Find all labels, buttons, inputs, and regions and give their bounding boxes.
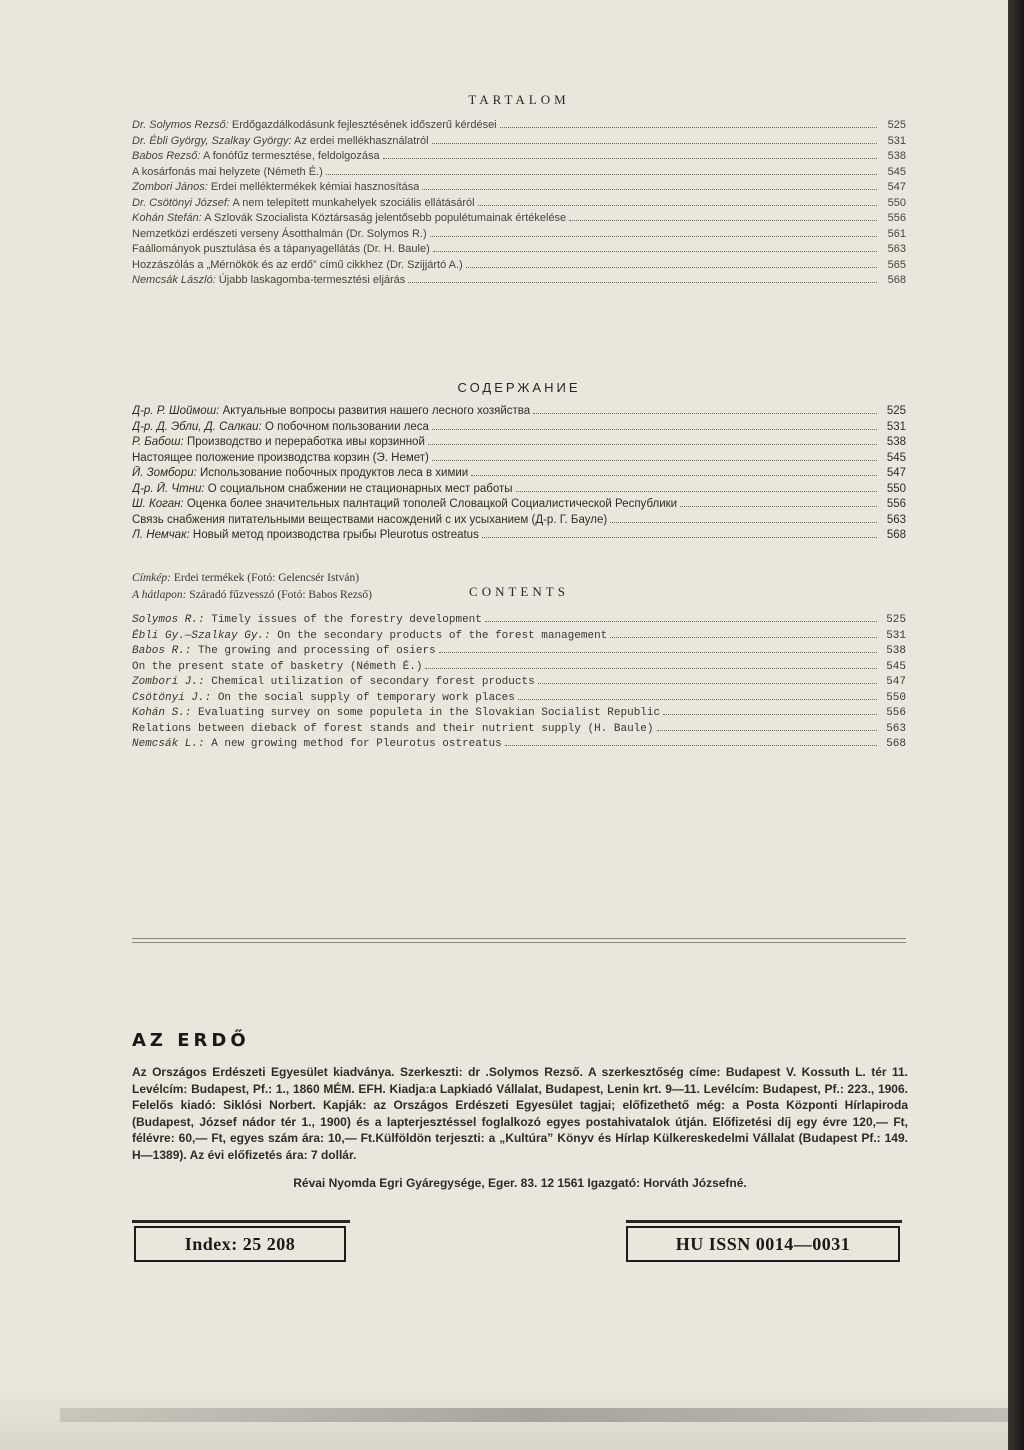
toc-author: Dr. Solymos Rezső: bbox=[132, 119, 229, 131]
toc-page-number: 538 bbox=[886, 645, 906, 657]
toc-title: On the social supply of temporary work places bbox=[217, 691, 515, 704]
toc-entry bbox=[132, 451, 906, 467]
toc-page-number: 556 bbox=[887, 212, 906, 224]
toc-entry-text bbox=[132, 660, 422, 676]
toc-entry-text bbox=[132, 482, 513, 498]
cover-back-text: Száradó fűzvesszó (Fotó: Babos Rezső) bbox=[189, 589, 372, 601]
toc-leader-dots bbox=[466, 258, 877, 268]
toc-entry-text bbox=[132, 644, 436, 660]
toc-entry bbox=[132, 466, 906, 482]
toc-title: Настоящее положение производства корзин (Э. Немет) bbox=[132, 451, 429, 464]
toc-author: Kohán Stefán: bbox=[132, 212, 202, 224]
toc-title: Újabb laskagomba-termesztési eljárás bbox=[218, 274, 406, 286]
toc-page-number: 545 bbox=[886, 660, 906, 673]
toc-leader-dots bbox=[657, 721, 878, 731]
toc-page-number: 563 bbox=[886, 513, 906, 526]
toc-entry-text bbox=[132, 451, 429, 467]
toc-title: On the secondary products of the forest management bbox=[277, 629, 608, 642]
toc-entry-text bbox=[132, 706, 660, 722]
toc-leader-dots bbox=[430, 227, 877, 237]
toc-title: Timely issues of the forestry development bbox=[211, 614, 482, 626]
toc-entry-text bbox=[132, 497, 677, 513]
toc-leader-dots bbox=[505, 736, 877, 746]
toc-entry bbox=[132, 528, 906, 544]
toc-page-number: 538 bbox=[886, 436, 906, 448]
toc-page-number: 547 bbox=[887, 181, 906, 193]
toc-entry-text bbox=[132, 737, 502, 753]
toc-entry-text bbox=[132, 118, 497, 134]
toc-page-number: 545 bbox=[886, 451, 906, 464]
toc-leader-dots bbox=[500, 118, 877, 128]
toc-page-number: 561 bbox=[887, 227, 906, 240]
toc-entry-text bbox=[132, 691, 515, 707]
toc-entry-text bbox=[132, 435, 425, 451]
toc-entry-text bbox=[132, 466, 468, 482]
toc-entry bbox=[132, 721, 906, 737]
toc-entry bbox=[132, 643, 906, 659]
toc-title: Relations between dieback of forest stands and their nutrient supply (H. Baule) bbox=[132, 722, 654, 735]
toc-title: A Szlovák Szocialista Köztársaság jelentősebb populétumainak értékelése bbox=[204, 212, 567, 224]
toc-entry-text bbox=[132, 420, 429, 436]
toc-author: Д-р. Р. Шоймош: bbox=[132, 405, 220, 417]
toc-entry bbox=[132, 659, 906, 675]
toc-author: Д-р. Д. Эбли, Д. Салкаи: bbox=[132, 420, 262, 433]
toc-leader-dots bbox=[439, 643, 877, 653]
toc-author: Ш. Коган: bbox=[132, 498, 184, 510]
toc-title: Chemical utilization of secondary forest products bbox=[211, 676, 535, 688]
toc-list-ru bbox=[132, 404, 906, 544]
toc-page-number: 538 bbox=[887, 150, 906, 162]
index-box: Index: 25 208 bbox=[134, 1226, 346, 1262]
toc-title: Производство и переработка ивы корзинной bbox=[186, 436, 425, 448]
toc-author: Zombori J.: bbox=[132, 676, 205, 688]
toc-title: О побочном пользовании леса bbox=[264, 420, 429, 433]
toc-leader-dots bbox=[610, 628, 877, 638]
toc-entry bbox=[132, 404, 906, 420]
toc-page-number: 568 bbox=[886, 529, 906, 541]
toc-leader-dots bbox=[428, 435, 877, 445]
toc-page-number: 547 bbox=[886, 676, 906, 688]
imprint-text: Az Országos Erdészeti Egyesület kiadványa. Szerkeszti: dr .Solymos Rezső. A szerkesztőség címe: Budapest V. Kossuth L. tér 11. Levélcím: Budapest, Pf.: 1., 1860 MÉM. EFH. Kiadja:a Lapkiadó Vállalat, Budapest, Lenin krt. 9—11. Levélcím: Budapest, Pf.: 223., 1906. Felelős kiadó: Siklósi Norbert. Kapják: az Országos Erdészeti Egyesület tagjai; előfizethető még: a Posta Központi Hírlapiroda (Budapest, József nádor tér 1., 1900) és a lapterjesztéssel foglalkozó egyes postahivatalok útján. Előfizetési díj egy évre 120,— Ft, félévre: 60,— Ft, egyes szám ára: 10,— Ft.Külföldön terjeszti: a „Kultúra” Könyv és Hírlap Külkereskedelmi Vállalat (Budapest Pf.: 149. H—1389). Az évi előfizetés ára: 7 dollár. bbox=[132, 1065, 908, 1162]
toc-entry bbox=[132, 628, 906, 644]
toc-leader-dots bbox=[422, 180, 877, 190]
toc-title: A kosárfonás mai helyzete (Németh É.) bbox=[132, 165, 323, 178]
toc-entry bbox=[132, 612, 906, 628]
toc-entry bbox=[132, 211, 906, 227]
cover-back-label: A hátlapon: bbox=[132, 589, 187, 601]
toc-title: A new growing method for Pleurotus ostreatus bbox=[211, 738, 502, 750]
toc-title-en: CONTENTS bbox=[469, 584, 569, 599]
toc-author: Dr. Ébli György, Szalkay György: bbox=[132, 134, 292, 147]
toc-entry-text bbox=[132, 513, 607, 529]
toc-leader-dots bbox=[471, 466, 877, 476]
toc-leader-dots bbox=[432, 451, 877, 461]
toc-entry-text bbox=[132, 273, 405, 289]
toc-leader-dots bbox=[482, 528, 877, 538]
scan-band bbox=[60, 1408, 1008, 1422]
toc-entry bbox=[132, 180, 906, 196]
toc-title: Nemzetközi erdészeti verseny Ásotthalmán (Dr. Solymos R.) bbox=[132, 227, 427, 240]
toc-author: Babos Rezső: bbox=[132, 150, 201, 162]
toc-leader-dots bbox=[663, 705, 877, 715]
toc-author: Dr. Csötönyi József: bbox=[132, 196, 231, 209]
toc-title: Az erdei mellékhasználatról bbox=[294, 134, 429, 147]
toc-entry-text bbox=[132, 404, 530, 420]
toc-title: A fonófűz termesztése, feldolgozása bbox=[202, 150, 380, 162]
toc-title: Новый метод производства грыбы Pleurotus ostreatus bbox=[192, 529, 479, 541]
toc-entry-text bbox=[132, 227, 427, 243]
toc-title: Оценка более значительных палнтаций тополей Словацкой Социалистической Республики bbox=[186, 498, 678, 510]
toc-leader-dots bbox=[538, 674, 877, 684]
toc-entry bbox=[132, 513, 906, 529]
toc-entry bbox=[132, 118, 906, 134]
toc-leader-dots bbox=[533, 404, 877, 414]
toc-entry-text bbox=[132, 258, 463, 274]
toc-title: Актуальные вопросы развития нашего лесного хозяйства bbox=[222, 405, 531, 417]
toc-entry bbox=[132, 705, 906, 721]
toc-title: Faállományok pusztulása és a tápanyagellátás (Dr. H. Baule) bbox=[132, 243, 430, 255]
toc-title-hu: TARTALOM bbox=[468, 92, 570, 107]
toc-entry bbox=[132, 435, 906, 451]
toc-title: Evaluating survey on some populeta in the Slovakian Socialist Republic bbox=[198, 707, 661, 719]
toc-page-number: 531 bbox=[887, 134, 906, 147]
toc-title: О социальном снабжении не стационарных мест работы bbox=[207, 482, 513, 495]
masthead-title: AZ ERDŐ bbox=[132, 1030, 250, 1051]
toc-author: Zombori János: bbox=[132, 181, 208, 193]
toc-leader-dots bbox=[478, 196, 877, 206]
cover-front-label: Címkép: bbox=[132, 572, 171, 584]
toc-entry-text bbox=[132, 528, 479, 544]
toc-leader-dots bbox=[516, 482, 878, 492]
toc-leader-dots bbox=[432, 134, 877, 144]
toc-entry bbox=[132, 736, 906, 752]
toc-leader-dots bbox=[408, 273, 877, 283]
toc-author: Р. Бабош: bbox=[132, 436, 184, 448]
rule-bottom bbox=[132, 942, 906, 943]
toc-entry-text bbox=[132, 675, 535, 691]
toc-page-number: 525 bbox=[886, 614, 906, 626]
toc-author: Й. Зомбори: bbox=[132, 467, 197, 479]
toc-title: Использование побочных продуктов леса в химии bbox=[200, 467, 469, 479]
toc-author: Kohán S.: bbox=[132, 707, 192, 719]
toc-leader-dots bbox=[569, 211, 877, 221]
toc-author: Nemcsák László: bbox=[132, 274, 216, 286]
toc-entry bbox=[132, 674, 906, 690]
toc-list-hu bbox=[132, 118, 906, 289]
toc-title: The growing and processing of osiers bbox=[198, 645, 436, 657]
rule-top bbox=[132, 938, 906, 939]
toc-page-number: 563 bbox=[887, 243, 906, 255]
toc-entry-text bbox=[132, 165, 323, 181]
toc-entry bbox=[132, 690, 906, 706]
toc-entry-text bbox=[132, 242, 430, 258]
toc-leader-dots bbox=[383, 149, 877, 159]
toc-author: Solymos R.: bbox=[132, 614, 205, 626]
scan-edge bbox=[1008, 0, 1024, 1450]
toc-page-number: 550 bbox=[886, 691, 906, 704]
toc-page-number: 565 bbox=[887, 258, 906, 271]
toc-leader-dots bbox=[518, 690, 877, 700]
toc-title-ru: СОДЕРЖАНИЕ bbox=[457, 380, 581, 395]
toc-title: Erdei melléktermékek kémiai hasznosítása bbox=[210, 181, 420, 193]
toc-entry-text bbox=[132, 211, 566, 227]
toc-entry bbox=[132, 149, 906, 165]
toc-entry bbox=[132, 420, 906, 436]
toc-author: Babos R.: bbox=[132, 645, 192, 657]
toc-page-number: 556 bbox=[886, 498, 906, 510]
toc-entry bbox=[132, 196, 906, 212]
toc-page-number: 550 bbox=[886, 482, 906, 495]
printer-line: Révai Nyomda Egri Gyáregysége, Eger. 83. 12 1561 Igazgató: Horváth Józsefné. bbox=[293, 1176, 747, 1190]
toc-entry-text bbox=[132, 629, 607, 645]
toc-entry bbox=[132, 258, 906, 274]
toc-page-number: 525 bbox=[886, 405, 906, 417]
toc-title: Связь снабжения питательными веществами насождений с их усыханием (Д-р. Г. Бауле) bbox=[132, 513, 608, 526]
cover-front-text: Erdei termékek (Fotó: Gelencsér István) bbox=[173, 572, 360, 584]
toc-entry bbox=[132, 165, 906, 181]
toc-author: Ébli Gy.—Szalkay Gy.: bbox=[132, 629, 271, 642]
toc-title: On the present state of basketry (Németh É.) bbox=[132, 660, 423, 673]
toc-entry bbox=[132, 497, 906, 513]
toc-entry-text bbox=[132, 134, 429, 150]
toc-entry bbox=[132, 273, 906, 289]
toc-entry bbox=[132, 482, 906, 498]
separator-rules bbox=[132, 938, 906, 943]
toc-page-number: 568 bbox=[887, 274, 906, 286]
toc-page-number: 550 bbox=[887, 196, 906, 209]
toc-entry-text bbox=[132, 180, 419, 196]
toc-title: Erdőgazdálkodásunk fejlesztésének időszerű kérdései bbox=[231, 119, 497, 131]
toc-leader-dots bbox=[326, 165, 877, 175]
toc-page-number: 545 bbox=[887, 165, 906, 178]
toc-author: Csötönyi J.: bbox=[132, 691, 212, 704]
toc-entry-text bbox=[132, 722, 654, 738]
toc-page-number: 563 bbox=[886, 722, 906, 735]
toc-title: A nem telepített munkahelyek szociális ellátásáról bbox=[232, 196, 475, 209]
toc-entry-text bbox=[132, 196, 475, 212]
toc-page-number: 568 bbox=[886, 738, 906, 750]
toc-leader-dots bbox=[432, 420, 877, 430]
toc-leader-dots bbox=[610, 513, 877, 523]
toc-leader-dots bbox=[485, 612, 877, 622]
toc-author: Л. Немчак: bbox=[132, 529, 190, 541]
toc-page-number: 531 bbox=[886, 629, 906, 642]
toc-page-number: 531 bbox=[886, 420, 906, 433]
toc-page-number: 556 bbox=[886, 707, 906, 719]
toc-entry bbox=[132, 134, 906, 150]
toc-entry-text bbox=[132, 149, 380, 165]
toc-title: Hozzászólás a „Mérnökök és az erdő” című cikkhez (Dr. Szijjártó A.) bbox=[132, 258, 463, 271]
toc-leader-dots bbox=[680, 497, 877, 507]
toc-author: Nemcsák L.: bbox=[132, 738, 205, 750]
toc-entry-text bbox=[132, 613, 482, 629]
toc-list-en bbox=[132, 612, 906, 752]
toc-leader-dots bbox=[433, 242, 877, 252]
issn-box: HU ISSN 0014—0031 bbox=[626, 1226, 900, 1262]
toc-leader-dots bbox=[425, 659, 877, 669]
toc-page-number: 547 bbox=[886, 467, 906, 479]
toc-entry bbox=[132, 227, 906, 243]
toc-page-number: 525 bbox=[887, 119, 906, 131]
toc-entry bbox=[132, 242, 906, 258]
toc-author: Д-р. Й. Чтни: bbox=[132, 482, 205, 495]
